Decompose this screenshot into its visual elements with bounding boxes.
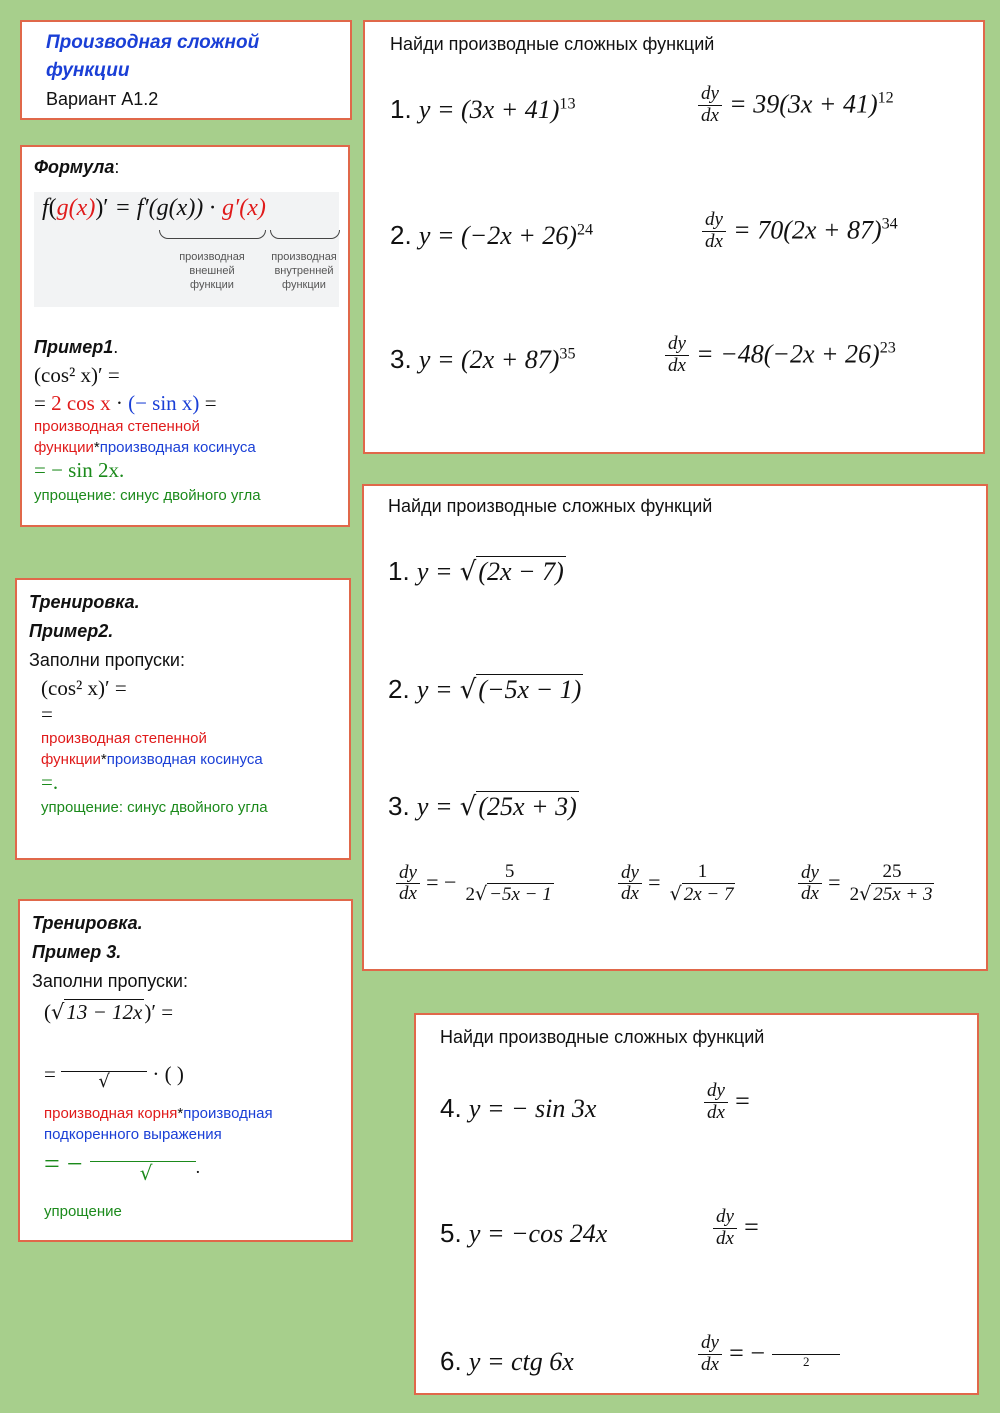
training3-heading: Тренировка. xyxy=(32,913,143,933)
task1-row-1: 1. $y = (3x + 41)^{13}$ xyxy=(390,94,576,124)
task3-answer-4: $\frac{dy}{dx}$ = xyxy=(704,1081,750,1124)
variant-label: Вариант А1.2 xyxy=(46,89,159,109)
task3-answer-5: $\frac{dy}{dx}$ = xyxy=(713,1207,759,1250)
note-power-derivative: производная степенной xyxy=(34,418,200,435)
training3-card xyxy=(18,899,353,1242)
example1-line2: = 2 cos x · (− sin x) = xyxy=(34,391,217,415)
formula-expression: f(g(x))′ = f′(g(x)) · g′(x) xyxy=(42,195,266,221)
example1-line1: (cos² x)′ = xyxy=(34,363,120,387)
task2-answer-1: $\frac{dy}{dx}$ = − $\frac{5}{2√ -5x - 1}$ xyxy=(396,862,557,906)
training2-note-power: производная степенной xyxy=(41,730,207,747)
training2-result: =. xyxy=(41,770,59,794)
task2-row-3: 3. y = √(25x + 3) xyxy=(388,791,577,822)
title-line-1: Производная сложной xyxy=(46,32,260,53)
label-inner-derivative: производная внутренней функции xyxy=(271,251,337,291)
training3-instruction: Заполни пропуски: xyxy=(32,971,188,991)
task3-title: Найди производные сложных функций xyxy=(440,1027,765,1047)
task3-row-4: 4. y = − sin 3x xyxy=(440,1093,597,1123)
task1-card xyxy=(363,20,985,454)
example1-heading: Пример1. xyxy=(34,337,119,357)
task2-card xyxy=(362,484,988,971)
training3-result: = − √ . xyxy=(44,1149,201,1186)
formula-heading: Формула: xyxy=(34,157,120,177)
task1-answer-3: $\frac{dy}{dx}$ = $-48(-2x + 26)^{23}$ xyxy=(665,334,896,377)
task3-row-6: 6. y = ctg 6x xyxy=(440,1346,574,1376)
training3-note-radicand: подкоренного выражения xyxy=(44,1126,222,1143)
training2-card xyxy=(15,578,351,860)
training3-blank-fraction: √ xyxy=(61,1061,147,1092)
example1-result: = − sin 2x. xyxy=(34,458,125,482)
training3-example: Пример 3. xyxy=(32,942,122,962)
training3-line2: = √ · ( ) xyxy=(44,1062,184,1092)
training2-heading: Тренировка. xyxy=(29,592,140,612)
training2-example: Пример2. xyxy=(29,621,114,641)
task2-answer-3: $\frac{dy}{dx}$ = $\frac{25}{2√ 25x + 3}$ xyxy=(798,862,937,906)
training2-line1: (cos² x)′ = xyxy=(41,676,127,700)
task3-answer-6: $\frac{dy}{dx}$ = − 2 xyxy=(698,1333,840,1376)
task1-row-3: 3. $y = (2x + 87)^{35}$ xyxy=(390,344,576,374)
title-line-2: функции xyxy=(46,60,130,81)
training2-note-simplification: упрощение: синус двойного угла xyxy=(41,799,268,816)
task2-row-2: 2. y = √(−5x − 1) xyxy=(388,674,582,705)
task3-row-5: 5. y = −cos 24x xyxy=(440,1218,608,1248)
note-simplification: упрощение: синус двойного угла xyxy=(34,487,261,504)
training3-result-fraction: √ xyxy=(90,1149,196,1184)
outer-brace xyxy=(159,230,266,239)
task2-title: Найди производные сложных функций xyxy=(388,496,713,516)
inner-brace xyxy=(270,230,340,239)
training3-note-root: производная корня*производная xyxy=(44,1105,273,1122)
chain-rule-formula xyxy=(34,192,339,307)
training3-note-simplification: упрощение xyxy=(44,1203,122,1220)
task2-row-1: 1. y = √(2x − 7) xyxy=(388,556,564,587)
task1-answer-2: $\frac{dy}{dx}$ = $70(2x + 87)^{34}$ xyxy=(702,210,898,253)
label-outer-derivative: производная внешней функции xyxy=(179,251,245,291)
task3-card xyxy=(414,1013,979,1395)
task1-row-2: 2. $y = (-2x + 26)^{24}$ xyxy=(390,220,594,250)
formula-card xyxy=(20,145,350,527)
training2-instruction: Заполни пропуски: xyxy=(29,650,185,670)
training3-line1: (√13 − 12x)′ = xyxy=(44,1000,174,1024)
note-cos-derivative: функции*производная косинуса xyxy=(34,439,256,456)
task1-answer-1: $\frac{dy}{dx}$ = $39(3x + 41)^{12}$ xyxy=(698,84,894,127)
task1-title: Найди производные сложных функций xyxy=(390,34,715,54)
training2-note-cos: функции*производная косинуса xyxy=(41,751,263,768)
title-card xyxy=(20,20,352,120)
task2-answer-2: $\frac{dy}{dx}$ = $\frac{1}{√ 2x - 7}$ xyxy=(618,862,738,906)
training2-line2: = xyxy=(41,702,53,726)
